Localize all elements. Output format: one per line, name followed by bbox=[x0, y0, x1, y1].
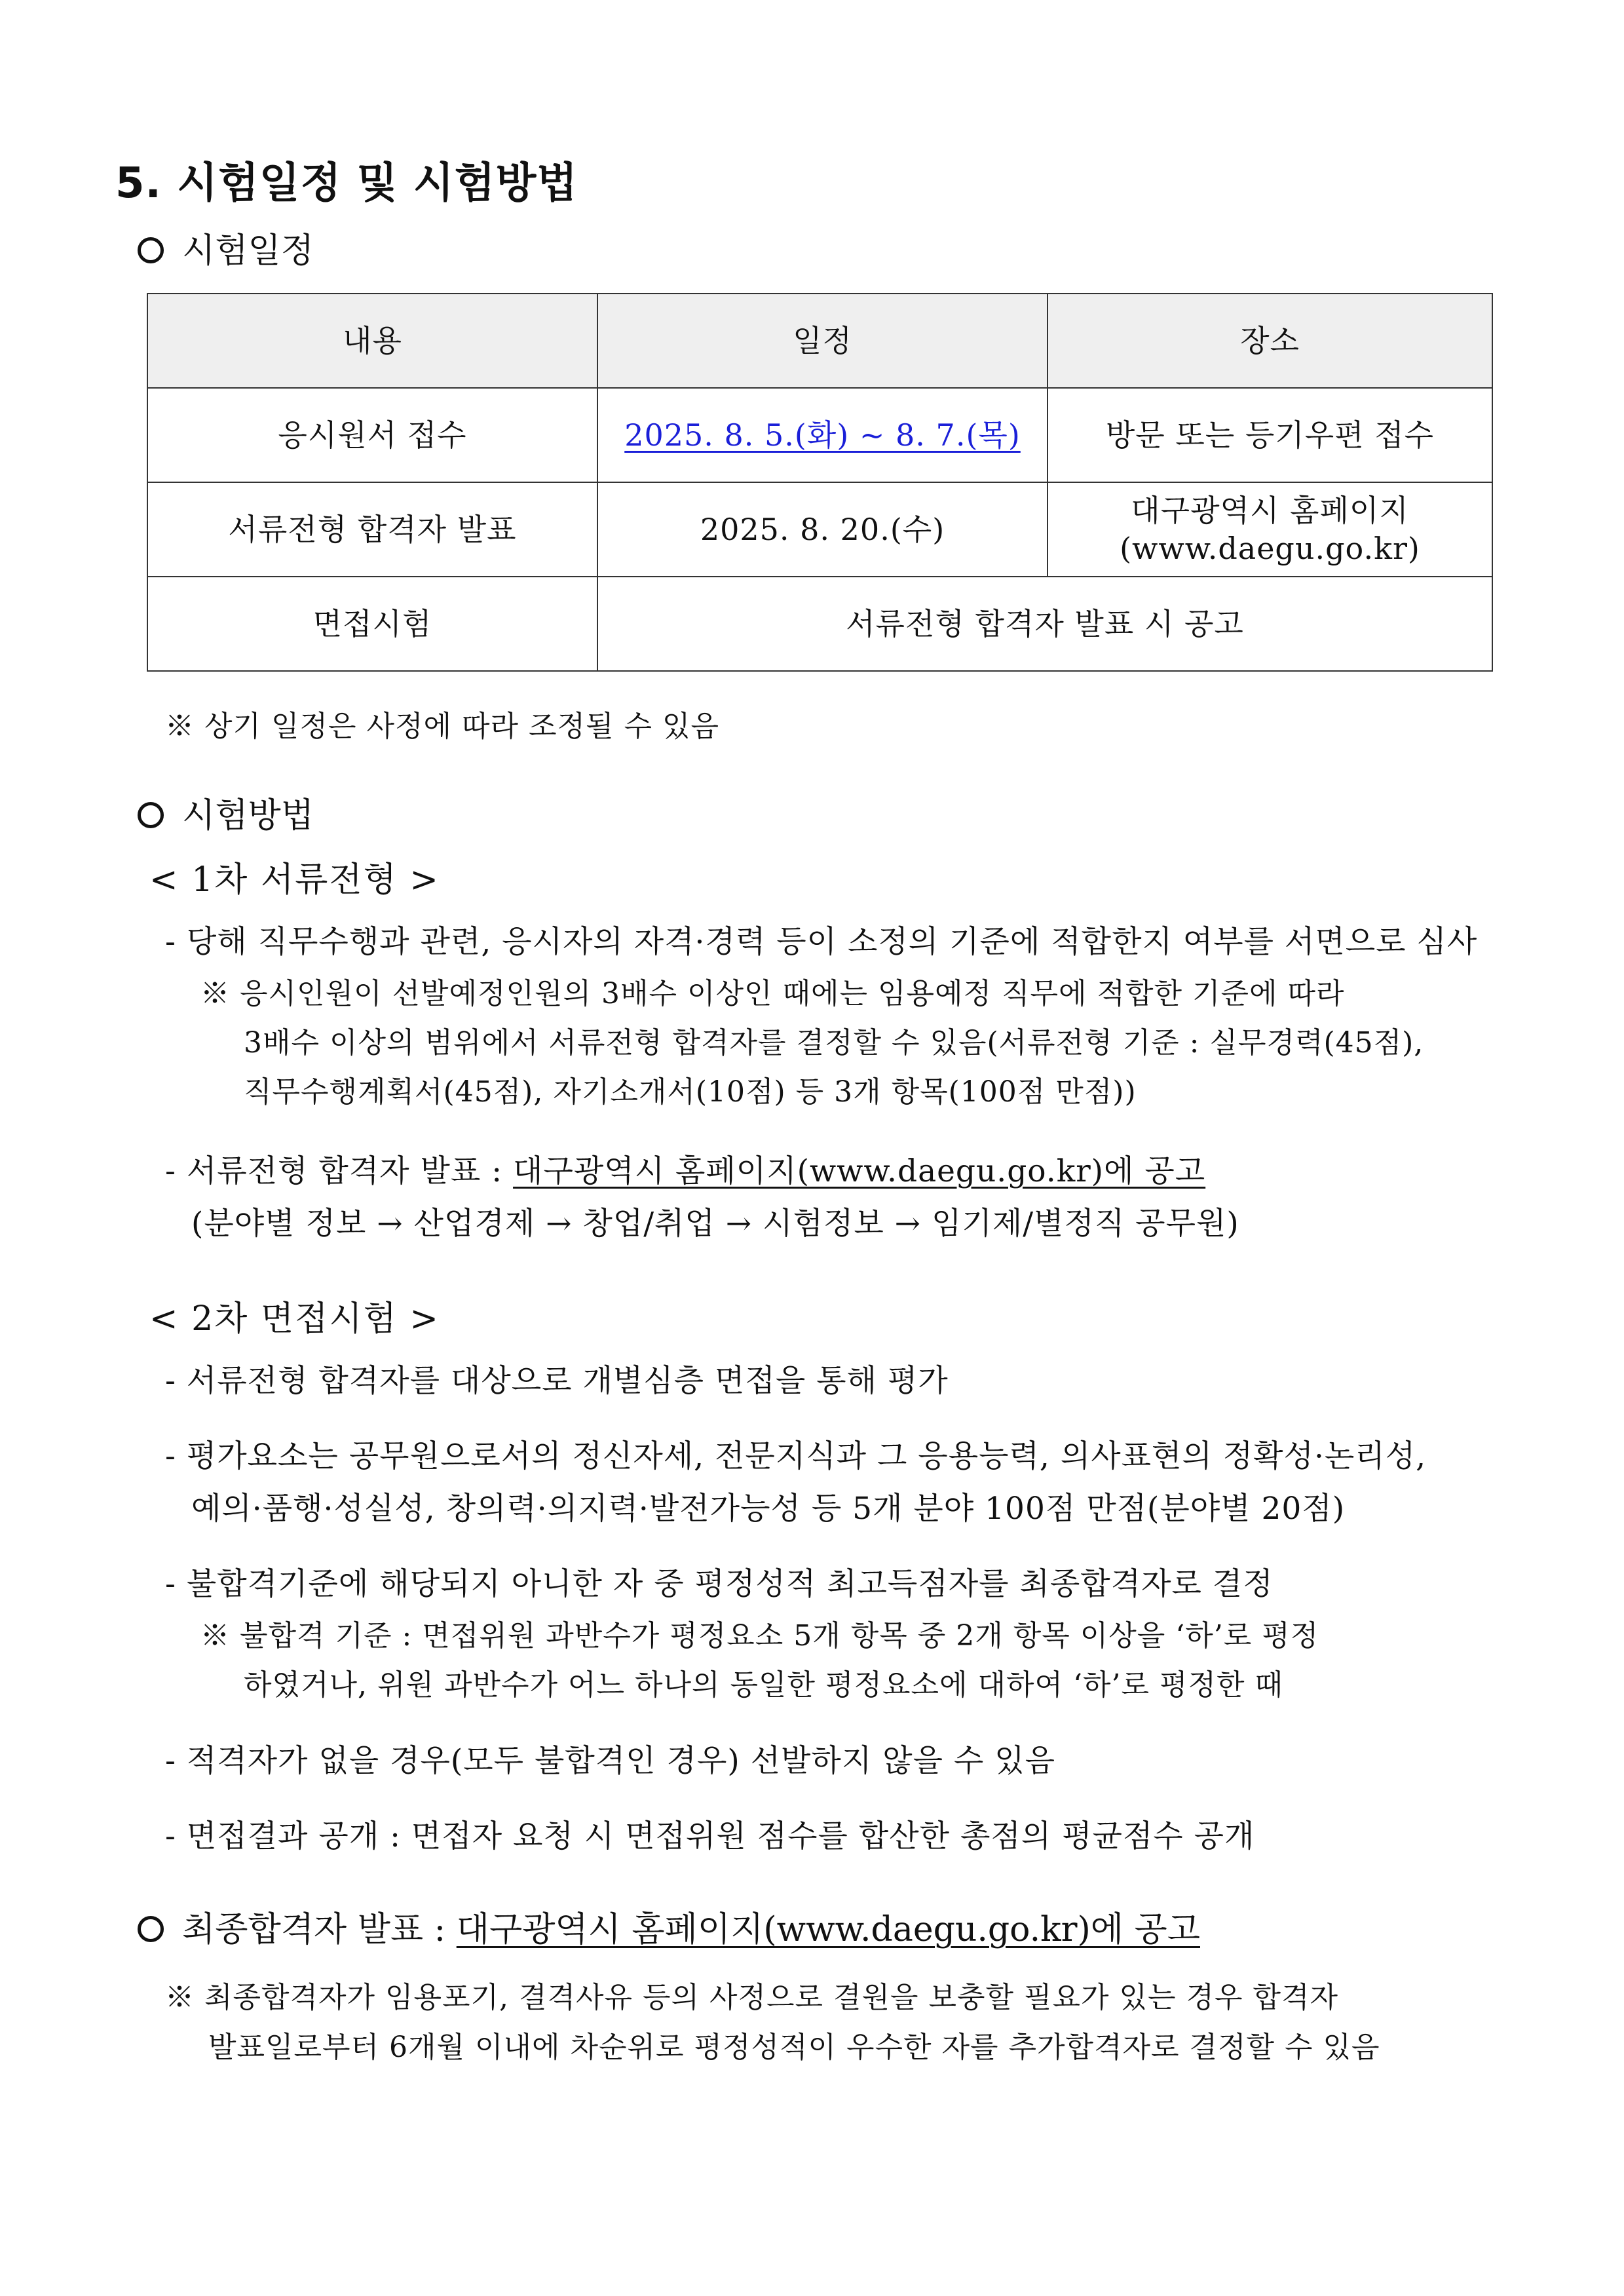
first-stage-note-line: 직무수행계획서(45점), 자기소개서(10점) 등 3개 항목(100점 만점)) bbox=[244, 1075, 1137, 1109]
first-stage-announcement bbox=[165, 1147, 1205, 1191]
homepage-link[interactable]: 대구광역시 홈페이지(www.daegu.go.kr)에 공고 bbox=[513, 1153, 1206, 1189]
schedule-heading bbox=[138, 223, 314, 272]
final-prefix: 최종합격자 발표 : bbox=[182, 1910, 457, 1949]
table-cell bbox=[1048, 482, 1492, 577]
schedule-note: ※ 상기 일정은 사정에 따라 조정될 수 있음 bbox=[165, 710, 719, 743]
second-stage-bullet: - 평가요소는 공무원으로서의 정신자세, 전문지식과 그 응용능력, 의사표현의 정확성·논리성, bbox=[165, 1438, 1427, 1474]
first-stage-note-line: ※ 응시인원이 선발예정인원의 3배수 이상인 때에는 임용예정 직무에 적합한 기준에 따라 bbox=[200, 977, 1345, 1010]
table-cell-merged: 서류전형 합격자 발표 시 공고 bbox=[597, 577, 1492, 671]
circle-bullet-icon bbox=[138, 237, 164, 263]
schedule-heading-text: 시험일정 bbox=[182, 231, 314, 271]
table-cell: 면접시험 bbox=[147, 577, 597, 671]
method-heading-text: 시험방법 bbox=[182, 796, 314, 835]
final-note-line: 발표일로부터 6개월 이내에 차순위로 평정성적이 우수한 자를 추가합격자로 결정할 수 있음 bbox=[208, 2031, 1380, 2064]
first-stage-bullet: - 당해 직무수행과 관련, 응시자의 자격·경력 등이 소정의 기준에 적합한지 여부를 서면으로 심사 bbox=[165, 924, 1478, 960]
schedule-table bbox=[147, 293, 1493, 672]
table-cell: 서류전형 합격자 발표 bbox=[147, 482, 597, 577]
second-stage-bullet: - 서류전형 합격자를 대상으로 개별심층 면접을 통해 평가 bbox=[165, 1363, 949, 1399]
final-note-line: ※ 최종합격자가 임용포기, 결격사유 등의 사정으로 결원을 보충할 필요가 있는 경우 합격자 bbox=[165, 1981, 1338, 2014]
table-row bbox=[147, 482, 1492, 577]
circle-bullet-icon bbox=[138, 802, 164, 828]
method-heading bbox=[138, 788, 314, 837]
application-period-link[interactable]: 2025. 8. 5.(화) ~ 8. 7.(목) bbox=[624, 417, 1021, 453]
section-title: 5. 시험일정 및 시험방법 bbox=[115, 159, 578, 208]
place-line: 대구광역시 홈페이지 bbox=[1131, 493, 1409, 528]
header-cell: 일정 bbox=[597, 294, 1048, 388]
second-stage-note-line: ※ 불합격 기준 : 면접위원 과반수가 평정요소 5개 항목 중 2개 항목 이상을 ‘하’로 평정 bbox=[200, 1619, 1319, 1653]
table-row bbox=[147, 577, 1492, 671]
final-homepage-link[interactable]: 대구광역시 홈페이지(www.daegu.go.kr)에 공고 bbox=[456, 1910, 1200, 1949]
second-stage-bullet: - 불합격기준에 해당되지 아니한 자 중 평정성적 최고득점자를 최종합격자로 결정 bbox=[165, 1566, 1274, 1602]
announcement-prefix: - 서류전형 합격자 발표 : bbox=[165, 1153, 514, 1189]
first-stage-note-line: 3배수 이상의 범위에서 서류전형 합격자를 결정할 수 있음(서류전형 기준 : 실무경력(45점), bbox=[244, 1026, 1424, 1060]
final-heading bbox=[138, 1902, 1200, 1951]
table-cell bbox=[597, 388, 1048, 482]
second-stage-bullet: - 면접결과 공개 : 면접자 요청 시 면접위원 점수를 합산한 총점의 평균점수 공개 bbox=[165, 1818, 1255, 1854]
second-stage-note-line: 하였거나, 위원 과반수가 어느 하나의 동일한 평정요소에 대하여 ‘하’로 평정한 때 bbox=[244, 1668, 1283, 1702]
circle-bullet-icon bbox=[138, 1916, 164, 1942]
header-cell: 내용 bbox=[147, 294, 597, 388]
table-cell: 2025. 8. 20.(수) bbox=[597, 482, 1048, 577]
second-stage-bullet: - 적격자가 없을 경우(모두 불합격인 경우) 선발하지 않을 수 있음 bbox=[165, 1743, 1056, 1779]
header-cell: 장소 bbox=[1048, 294, 1492, 388]
table-header-row bbox=[147, 294, 1492, 388]
menu-path: (분야별 정보 → 산업경제 → 창업/취업 → 시험정보 → 임기제/별정직 공무원) bbox=[191, 1206, 1239, 1242]
table-cell: 방문 또는 등기우편 접수 bbox=[1048, 388, 1492, 482]
second-stage-title: < 2차 면접시험 > bbox=[149, 1299, 440, 1339]
place-line: (www.daegu.go.kr) bbox=[1120, 531, 1420, 566]
table-cell: 응시원서 접수 bbox=[147, 388, 597, 482]
first-stage-title: < 1차 서류전형 > bbox=[149, 860, 440, 900]
table-row bbox=[147, 388, 1492, 482]
second-stage-bullet-cont: 예의·품행·성실성, 창의력·의지력·발전가능성 등 5개 분야 100점 만점(분야별 20점) bbox=[191, 1491, 1346, 1527]
